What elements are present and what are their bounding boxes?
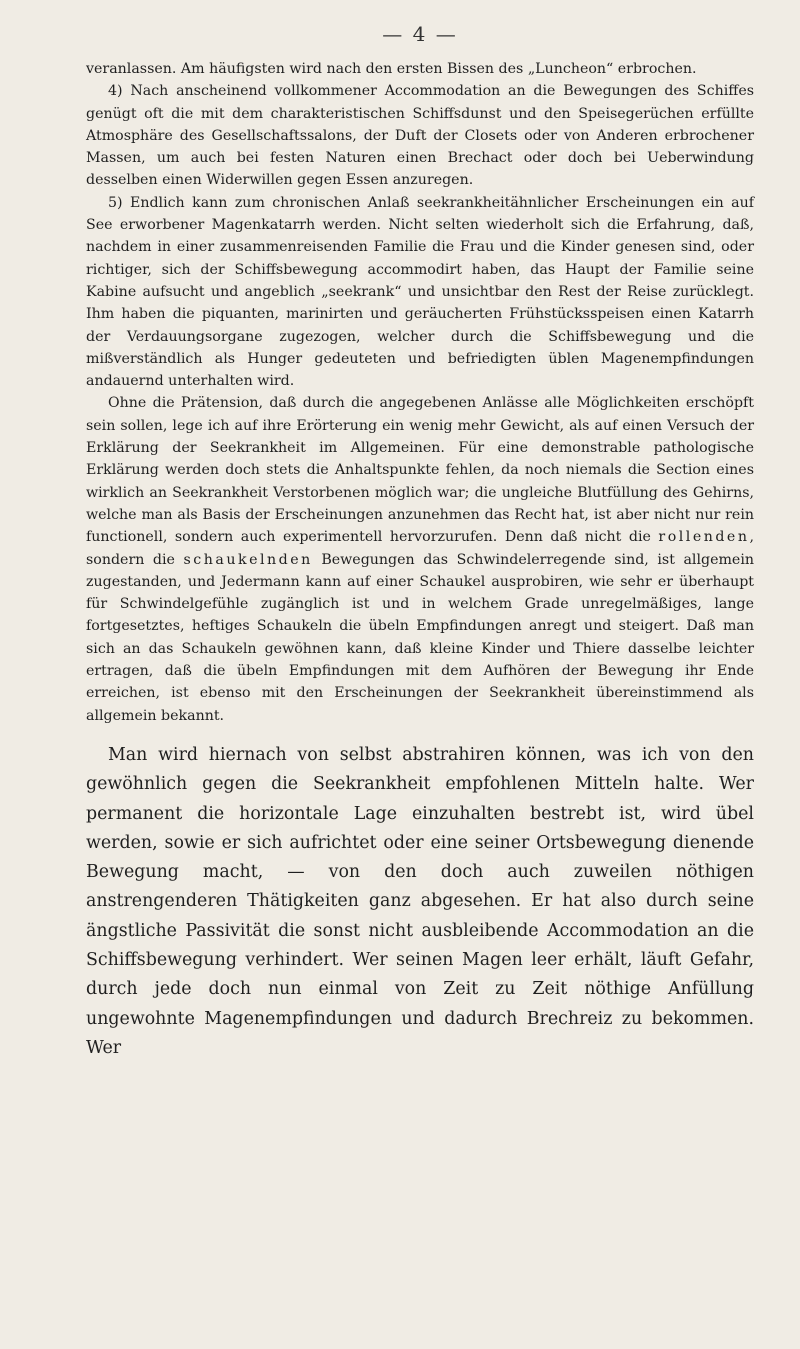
paragraph-remedies: Man wird hiernach von selbst abstrahiren können, was ich von den gewöhnlich gegen die Seekrankheit empfohlenen Mitteln halte. Wer permanent die horizontale Lage einzuhalten bestrebt ist, wird übel werden, sowie er sich aufrichtet oder eine seiner Ortsbewegung dienende Bewegung macht, — von den doch auch zuweilen nöthigen anstrengenderen Thätigkeiten ganz abgesehen. Er hat also durch seine ängstliche Passivität die sonst nicht ausbleibende Accommodation an die Schiffsbewegung verhindert. Wer seinen Magen leer erhält, läuft Gefahr, durch jede doch nun einmal von Zeit zu Zeit nöthige Anfüllung ungewohnte Magenempfindungen und dadurch Brechreiz zu bekommen. Wer (86, 744, 754, 1058)
small-print-section (86, 58, 754, 727)
text-segment: Ohne die Prätension, daß durch die angegebenen Anlässe alle Möglichkeiten erschöpft sein sollen, lege ich auf ihre Erörterung ein wenig mehr Gewicht, als auf einen Versuch der Erklärung der Seekrankheit im Allgemeinen. Für eine demonstrable pathologische Erklärung werden doch stets die Anhaltspunkte fehlen, da noch niemals die Section eines wirklich an Seekrankheit Verstorbenen möglich war; die ungleiche Blutfüllung des Gehirns, welche man als Basis der Erscheinungen anzunehmen das Recht hat, ist aber nicht nur rein functionell, sondern auch experimentell hervorzurufen. Denn daß nicht die (86, 395, 754, 546)
large-print-section (86, 741, 754, 1063)
paragraph-explanation (86, 392, 754, 726)
emphasis-schaukelnden: schaukelnden (183, 551, 313, 568)
paragraph-continuation: veranlassen. Am häufigsten wird nach den ersten Bissen des „Luncheon“ erbrochen. (86, 61, 697, 77)
paragraph-point-5: 5) Endlich kann zum chronischen Anlaß seekrankheitähnlicher Erscheinungen ein auf See erworbener Magenkatarrh werden. Nicht selten wiederholt sich die Erfahrung, daß, nachdem in einer zusammenreisenden Familie die Frau und die Kinder genesen sind, oder richtiger, sich der Schiffsbewegung accommodirt haben, das Haupt der Familie seine Kabine aufsucht und angeblich „seekrank“ und unsichtbar den Rest der Reise zurücklegt. Ihm haben die piquanten, marinirten und geräucherten Frühstücksspeisen einen Katarrh der Verdauungsorgane zugezogen, welcher durch die Schiffsbewegung und die mißverständlich als Hunger gedeuteten und befriedigten üblen Magenempfindungen andauernd unterhalten wird. (86, 194, 754, 390)
page-number: — 4 — (382, 22, 458, 46)
emphasis-rollenden: rollenden (658, 529, 750, 546)
text-segment: , sondern die (86, 529, 754, 568)
text-segment: Bewegungen das Schwindelerregende sind, ist allgemein zugestanden, und Jedermann kann auf einer Schaukel ausprobiren, wie sehr er überhaupt für Schwindelgefühle zugänglich ist und in welchem Grade unregelmäßiges, lange fortgesetztes, heftiges Schaukeln die übeln Empfindungen anregt und steigert. Daß man sich an das Schaukeln gewöhnen kann, daß kleine Kinder und Thiere dasselbe leichter ertragen, daß die übeln Empfindungen mit dem Aufhören der Bewegung ihr Ende erreichen, ist ebenso mit den Erscheinungen der Seekrankheit übereinstimmend als allgemein bekannt. (86, 551, 754, 724)
paragraph-point-4: 4) Nach anscheinend vollkommener Accommodation an die Bewegungen des Schiffes genügt oft die mit dem charakteristischen Schiffsdunst und den Speisegerüchen erfüllte Atmosphäre des Gesellschaftssalons, der Duft der Closets oder von Anderen erbrochener Massen, um auch bei festen Naturen einen Brechact oder doch bei Ueberwindung desselben einen Widerwillen gegen Essen anzuregen. (86, 83, 754, 189)
